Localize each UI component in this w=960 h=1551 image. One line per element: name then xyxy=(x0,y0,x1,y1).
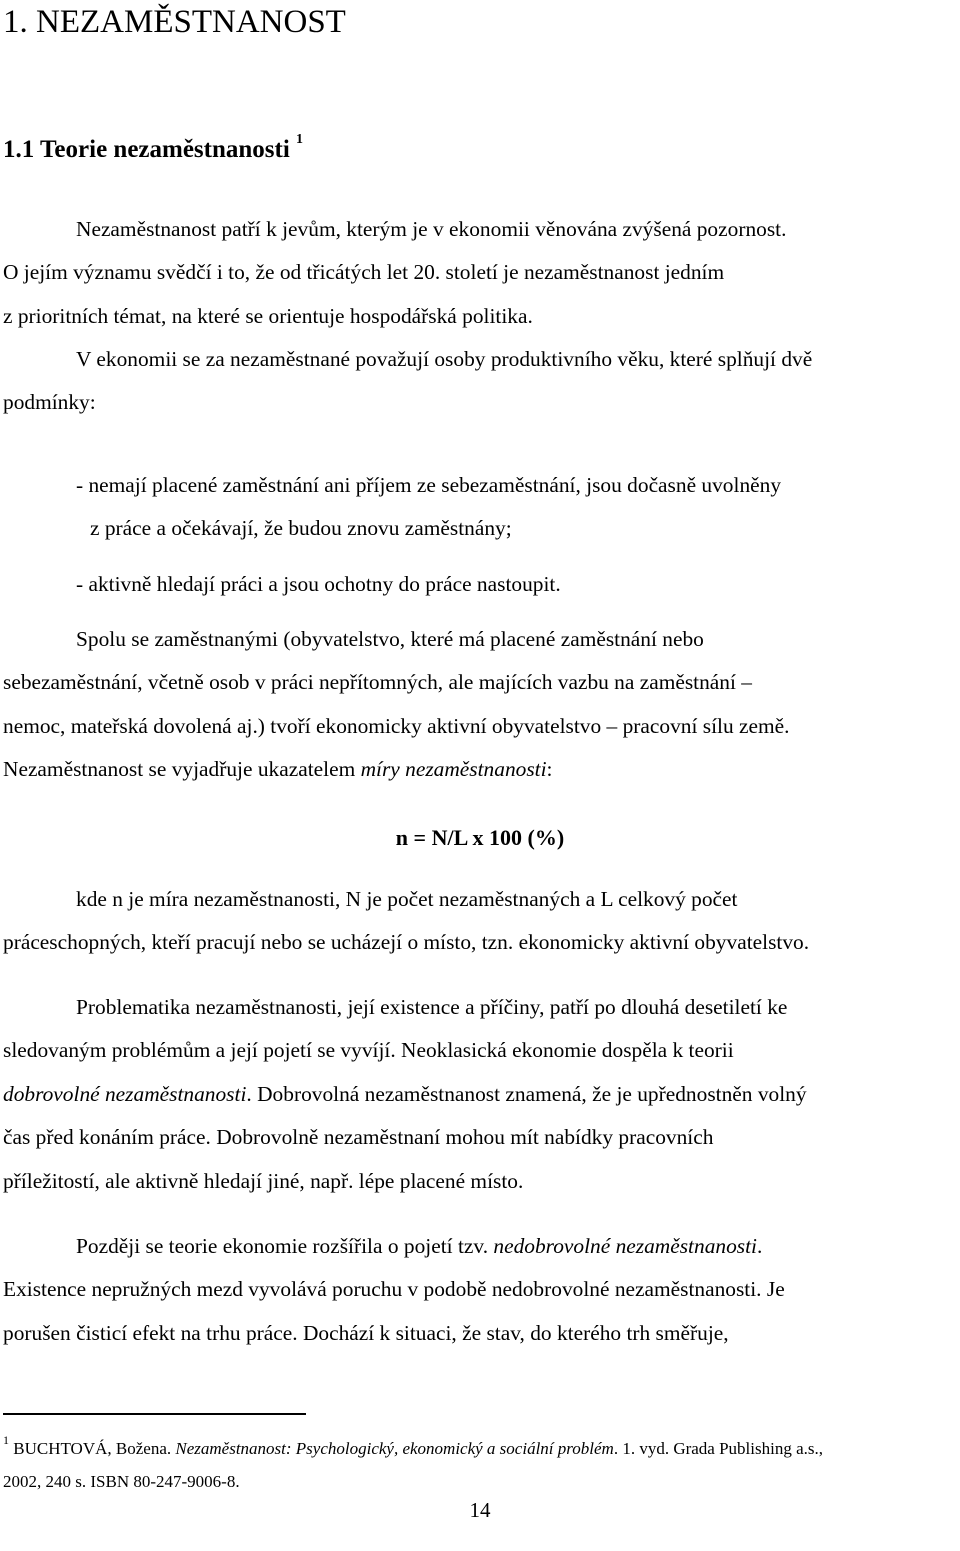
paragraph-1 xyxy=(3,208,956,338)
list-item xyxy=(76,464,956,551)
paragraph-line: sebezaměstnání, včetně osob v práci nepřítomných, ale majících vazbu na zaměstnání – xyxy=(3,670,752,695)
list-item-line: - nemají placené zaměstnání ani příjem ze sebezaměstnání, jsou dočasně uvolněny xyxy=(76,473,782,497)
paragraph-7 xyxy=(3,1225,956,1355)
paragraph-line: Problematika nezaměstnanosti, její existence a příčiny, patří po dlouhá desetiletí ke xyxy=(76,995,788,1019)
punctuation: : xyxy=(546,757,553,782)
paragraph-text: Nezaměstnanost se vyjadřuje ukazatelem xyxy=(3,757,356,782)
paragraph-line: O jejím významu svědčí i to, že od třicátých let 20. století je nezaměstnanost jedním xyxy=(3,260,725,285)
paragraph-line: porušen čisticí efekt na trhu práce. Dochází k situaci, že stav, do kterého trh směřuje, xyxy=(3,1320,729,1345)
paragraph-line: kde n je míra nezaměstnanosti, N je počet nezaměstnaných a L celkový počet xyxy=(76,887,738,911)
paragraph-line: čas před konáním práce. Dobrovolně nezaměstnaní mohou mít nabídky pracovních xyxy=(3,1125,714,1150)
footnote-author: BUCHTOVÁ, Božena. xyxy=(13,1439,172,1458)
list-item-line: - aktivně hledají práci a jsou ochotny do práce nastoupit. xyxy=(76,572,561,596)
list-item xyxy=(76,563,956,606)
paragraph-line xyxy=(3,1073,956,1116)
paragraph-line xyxy=(3,748,956,791)
formula: n = N/L x 100 (%) xyxy=(395,825,565,850)
punctuation: . xyxy=(757,1234,763,1258)
footnote-publisher: . 1. vyd. Grada Publishing a.s., xyxy=(613,1439,823,1458)
footnote-mark: 1 xyxy=(3,1433,9,1447)
footnote xyxy=(3,1424,956,1498)
paragraph-line xyxy=(3,1225,956,1268)
paragraph-line: práceschopných, kteří pracují nebo se ucházejí o místo, tzn. ekonomicky aktivní obyvatelstvo. xyxy=(3,930,810,955)
italic-term: nedobrovolné nezaměstnanosti xyxy=(493,1234,757,1258)
paragraph-2 xyxy=(3,338,956,425)
section-heading xyxy=(3,122,956,168)
paragraph-line: nemoc, mateřská dovolená aj.) tvoří ekonomicky aktivní obyvatelstvo – pracovní sílu země. xyxy=(3,713,790,738)
paragraph-line: Nezaměstnanost patří k jevům, kterým je v ekonomii věnována zvýšená pozornost. xyxy=(76,217,787,241)
paragraph-6 xyxy=(3,986,956,1203)
paragraph-3 xyxy=(3,618,956,792)
paragraph-5 xyxy=(3,878,956,965)
footnote-title: Nezaměstnanost: Psychologický, ekonomický a sociální problém xyxy=(175,1439,614,1458)
paragraph-line: z prioritních témat, na které se orientuje hospodářská politika. xyxy=(3,303,533,328)
italic-term: dobrovolné nezaměstnanosti xyxy=(3,1081,247,1106)
paragraph-line: Existence nepružných mezd vyvolává poruchu v podobě nedobrovolné nezaměstnanosti. Je xyxy=(3,1277,785,1302)
footnote-details: 2002, 240 s. ISBN 80-247-9006-8. xyxy=(3,1472,240,1491)
paragraph-text: . Dobrovolná nezaměstnanost znamená, že je upřednostněn volný xyxy=(246,1081,807,1106)
paragraph-line: Spolu se zaměstnanými (obyvatelstvo, které má placené zaměstnání nebo xyxy=(76,627,704,651)
page-number: 14 xyxy=(469,1498,491,1522)
paragraph-line: příležitostí, ale aktivně hledají jiné, např. lépe placené místo. xyxy=(3,1168,524,1193)
footnote-divider xyxy=(3,1413,306,1415)
italic-term: míry nezaměstnanosti xyxy=(360,757,547,782)
paragraph-line: podmínky: xyxy=(3,390,96,415)
section-heading-text: 1.1 Teorie nezaměstnanosti xyxy=(3,136,290,163)
paragraph-text: Později se teorie ekonomie rozšířila o pojetí tzv. xyxy=(76,1234,489,1258)
paragraph-line: V ekonomii se za nezaměstnané považují osoby produktivního věku, které splňují dvě xyxy=(76,347,813,371)
footnote-reference: 1 xyxy=(296,132,304,147)
list-item-line: z práce a očekávají, že budou znovu zaměstnány; xyxy=(90,516,512,541)
paragraph-line: sledovaným problémům a její pojetí se vyvíjí. Neoklasická ekonomie dospěla k teorii xyxy=(3,1038,734,1063)
chapter-heading: 1. NEZAMĚSTNANOST xyxy=(3,4,346,40)
